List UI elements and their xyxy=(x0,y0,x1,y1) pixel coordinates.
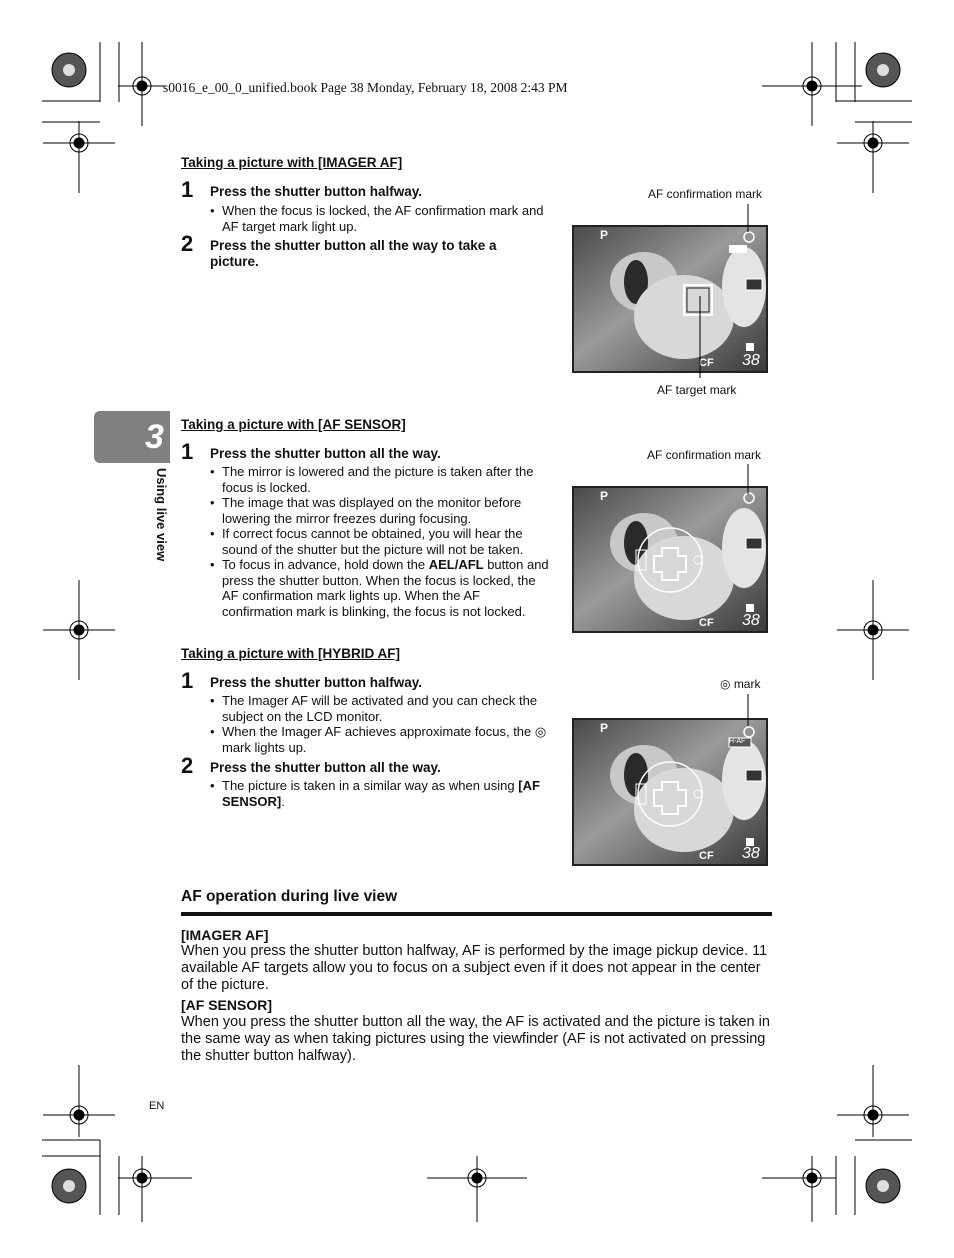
bullet-item: • The image that was displayed on the monitor before lowering the mirror freezes during focusing. xyxy=(209,495,554,526)
print-header: s0016_e_00_0_unified.book Page 38 Monday, February 18, 2008 2:43 PM xyxy=(163,80,568,95)
shot-count: 38 xyxy=(742,845,760,862)
hybrid-af-label: H-AF xyxy=(729,738,746,745)
bullet-list xyxy=(209,778,557,809)
focus-mark-icon: ◎ xyxy=(720,677,734,691)
step-number: 1 xyxy=(181,439,194,464)
callout-lines xyxy=(690,196,760,388)
ael-afl-button-label: AEL/AFL xyxy=(428,557,484,572)
bullet-item: • If correct focus cannot be obtained, you will hear the sound of the shutter but the picture will not be taken. xyxy=(209,526,554,557)
card-label: CF xyxy=(699,850,714,862)
shot-count: 38 xyxy=(742,352,760,369)
focus-mark-caption: ◎ mark xyxy=(720,677,761,691)
step-text: Press the shutter button all the way to take a picture. xyxy=(210,238,497,269)
af-operation-heading: AF operation during live view xyxy=(181,888,398,905)
live-view-photo xyxy=(572,486,768,633)
af-confirmation-caption: AF confirmation mark xyxy=(647,448,762,462)
af-sensor-description: When you press the shutter button all the way, the AF is activated and the picture is taken in the same way as when taking pictures using the viewfinder (AF is not activated on pressing the shutter button halfway). xyxy=(181,1014,770,1064)
af-sensor-title: [AF SENSOR] xyxy=(181,997,272,1013)
step-text: Press the shutter button all the way. xyxy=(210,760,441,775)
step-text: Press the shutter button halfway. xyxy=(210,184,423,199)
af-target-caption: AF target mark xyxy=(657,383,737,397)
imager-af-title: [IMAGER AF] xyxy=(181,927,269,943)
imager-af-heading: Taking a picture with [IMAGER AF] xyxy=(181,155,403,170)
step-number: 1 xyxy=(181,668,194,693)
bullet-item: • To focus in advance, hold down the AEL/AFL button and press the shutter button. When the focus is locked, the AF confirmation mark lights up. When the AF confirmation mark is blinking, the focus is not locked. xyxy=(209,557,554,619)
mode-label: P xyxy=(600,228,609,242)
shot-count: 38 xyxy=(742,612,760,629)
mode-label: P xyxy=(600,489,609,503)
af-confirmation-caption: AF confirmation mark xyxy=(648,187,763,201)
bullet-list xyxy=(209,464,554,619)
bullet-item: • When the focus is locked, the AF confirmation mark and AF target mark light up. xyxy=(209,203,559,234)
bullet-list xyxy=(209,203,559,234)
mode-label: P xyxy=(600,721,609,735)
bullet-item: • The Imager AF will be activated and you can check the subject on the LCD monitor. xyxy=(209,693,557,724)
heading-rule xyxy=(181,912,772,916)
focus-mark-icon: ◎ xyxy=(534,724,547,739)
bullet-item: • The picture is taken in a similar way as when using [AF SENSOR]. xyxy=(209,778,557,809)
callout-line xyxy=(740,460,760,496)
hybrid-af-heading: Taking a picture with [HYBRID AF] xyxy=(181,646,401,661)
step-text: Press the shutter button all the way. xyxy=(210,446,441,461)
bullet-item: • When the Imager AF achieves approximate focus, the ◎ mark lights up. xyxy=(209,724,557,755)
step-text: Press the shutter button halfway. xyxy=(210,675,423,690)
step-number: 2 xyxy=(181,231,194,256)
bullet-list xyxy=(209,693,557,755)
chapter-number: 3 xyxy=(145,418,164,456)
af-sensor-heading: Taking a picture with [AF SENSOR] xyxy=(181,417,406,432)
step-number: 2 xyxy=(181,753,194,778)
card-label: CF xyxy=(699,357,714,369)
photo-illustration xyxy=(574,488,766,631)
card-label: CF xyxy=(699,617,714,629)
callout-line xyxy=(740,692,760,728)
step-number: 1 xyxy=(181,177,194,202)
imager-af-description: When you press the shutter button halfway, AF is performed by the image pickup device. 11 available AF targets allow you to focus on a subject even if it does not appear in the center of the picture. xyxy=(181,943,768,993)
bullet-item: • The mirror is lowered and the picture is taken after the focus is locked. xyxy=(209,464,554,495)
chapter-label: Using live view xyxy=(154,468,169,562)
language-label: EN xyxy=(149,1100,165,1112)
